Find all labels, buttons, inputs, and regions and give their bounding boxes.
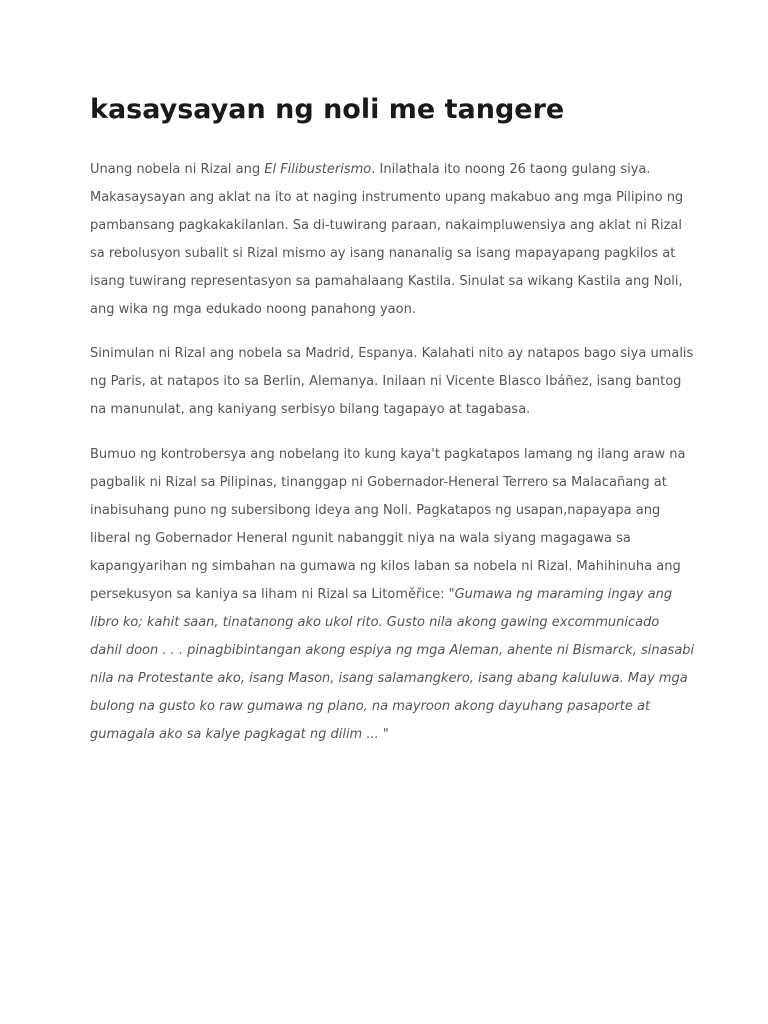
text-line (90, 581, 680, 609)
text-line: pagbalik ni Rizal sa Pilipinas, tinanggap ni Gobernador-Heneral Terrero sa Malacañang at (90, 475, 667, 490)
paragraph-1 (90, 156, 684, 324)
text-line: ng Paris, at natapos ito sa Berlin, Alemanya. Inilaan ni Vicente Blasco Ibáñez, isang bantog (90, 374, 682, 389)
paragraph-2 (90, 340, 694, 424)
text-line (90, 156, 680, 184)
quote-italic: Gumawa ng maraming ingay ang (454, 587, 673, 602)
text-line: Bumuo ng kontrobersya ang nobelang ito kung kaya't pagkatapos lamang ng ilang araw na (90, 447, 686, 462)
text-line: inabisuhang puno ng subersibong ideya ang Noli. Pagkatapos ng usapan,napayapa ang (90, 503, 661, 518)
text-line (90, 693, 680, 721)
text-run: . Inilathala ito noong 26 taong gulang siya. (371, 162, 651, 177)
text-line: liberal ng Gobernador Heneral ngunit nabanggit niya na wala siyang magagawa sa (90, 531, 631, 546)
quote-italic: gumagala ako sa kalye pagkagat ng dilim ... (90, 727, 383, 742)
quote-italic: nila na Protestante ako, isang Mason, isang salamangkero, isang abang kaluluwa. May mga (90, 671, 688, 686)
text-line (90, 609, 680, 637)
text-line: na manunulat, ang kaniyang serbisyo bilang tagapayo at tagabasa. (90, 402, 531, 417)
text-line: pambansang pagkakakilanlan. Sa di-tuwirang paraan, nakaimpluwensiya ang aklat ni Rizal (90, 218, 682, 233)
closing-quote: " (382, 727, 389, 742)
quote-italic: bulong na gusto ko raw gumawa ng plano, na mayroon akong dayuhang pasaporte at (90, 699, 651, 714)
text-run: persekusyon sa kaniya sa liham ni Rizal sa Litoměřice: " (90, 587, 455, 602)
text-line (90, 721, 680, 749)
quote-italic: libro ko; kahit saan, tinatanong ako ukol rito. Gusto nila akong gawing excommunicado (90, 615, 660, 630)
text-run: Unang nobela ni Rizal ang (90, 162, 265, 177)
text-line: Makasaysayan ang aklat na ito at naging instrumento upang makabuo ang mga Pilipino ng (90, 190, 684, 205)
text-line: kapangyarihan ng simbahan na gumawa ng kilos laban sa nobela ni Rizal. Mahihinuha ang (90, 559, 681, 574)
text-line: isang tuwirang representasyon sa pamahalaang Kastila. Sinulat sa wikang Kastila ang Noli, (90, 274, 683, 289)
book-title-italic: El Filibusterismo (264, 162, 372, 177)
text-line: sa rebolusyon subalit si Rizal mismo ay isang nananalig sa isang mapayapang pagkilos at (90, 246, 676, 261)
document-title: kasaysayan ng noli me tangere (90, 94, 565, 125)
text-line: Sinimulan ni Rizal ang nobela sa Madrid, Espanya. Kalahati nito ay natapos bago siya umalis (90, 346, 694, 361)
quote-italic: dahil doon . . . pinagbibintangan akong espiya ng mga Aleman, ahente ni Bismarck, sinasabi (90, 643, 695, 658)
paragraph-3 (90, 441, 695, 749)
text-line: ang wika ng mga edukado noong panahong yaon. (90, 302, 416, 317)
text-line (90, 665, 688, 693)
text-line (90, 637, 695, 665)
